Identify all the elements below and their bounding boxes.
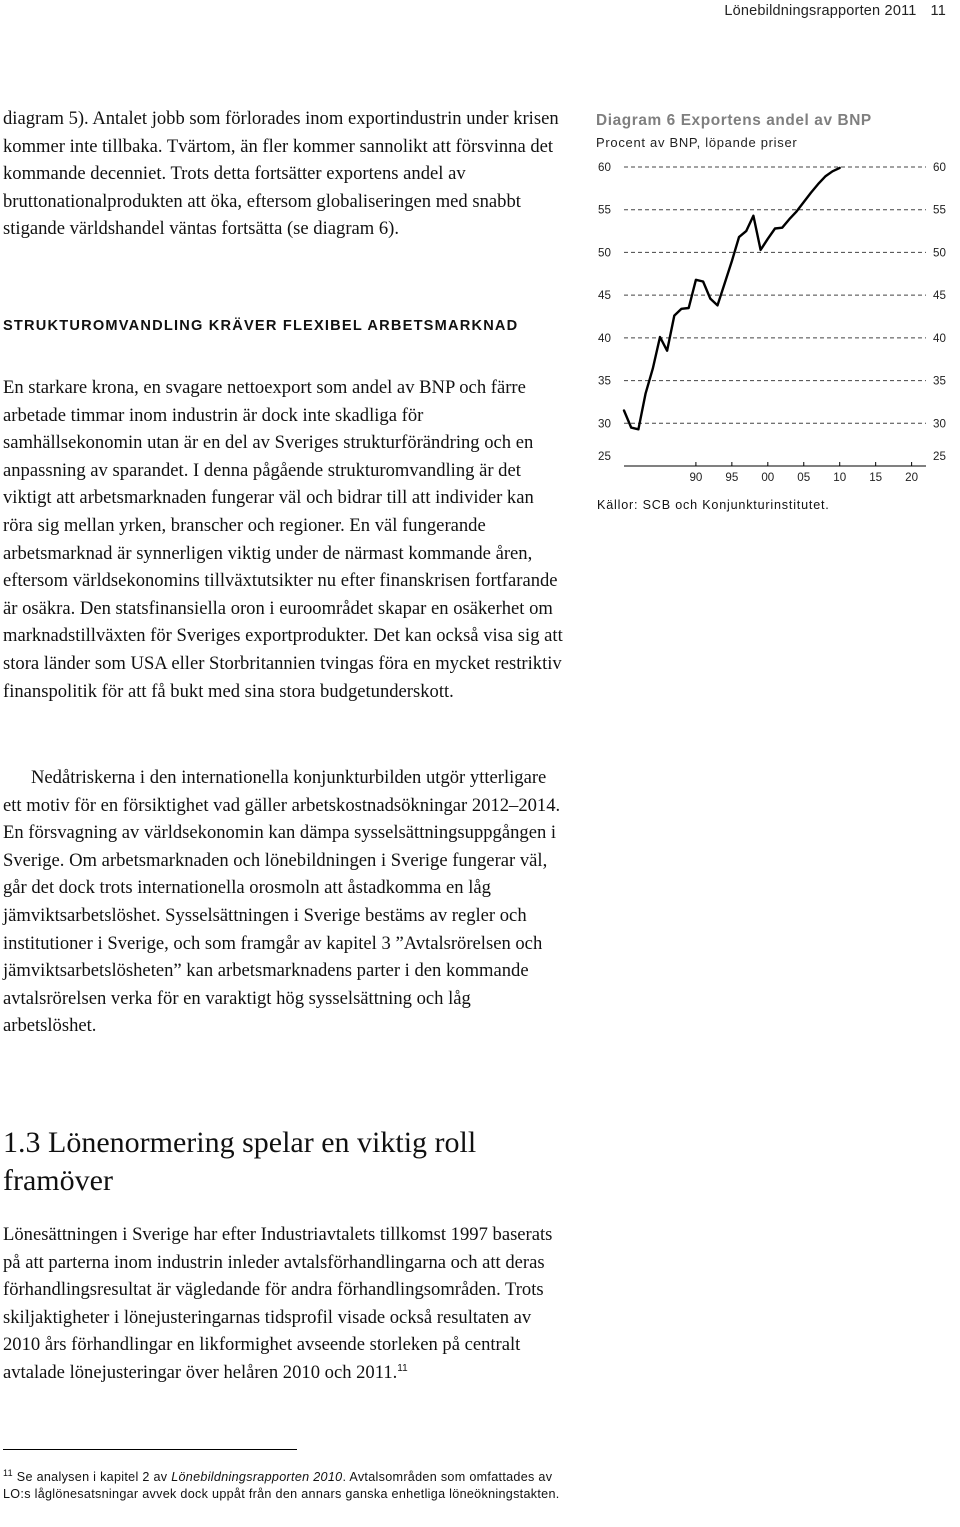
y-tick-label-left: 40: [598, 331, 611, 345]
x-tick-label: 20: [905, 471, 919, 484]
section-heading: STRUKTUROMVANDLING KRÄVER FLEXIBEL ARBETSMARKNAD: [3, 318, 519, 334]
footnote-number: 11: [3, 1467, 13, 1478]
y-tick-label-left: 35: [598, 374, 611, 388]
chart-series: [624, 168, 840, 429]
chart-gridlines: [624, 167, 926, 423]
y-tick-label-left: 60: [598, 161, 611, 174]
chart-source: Källor: SCB och Konjunkturinstitutet.: [597, 498, 830, 512]
y-tick-label-left: 55: [598, 203, 611, 217]
publication-title: Lönebildningsrapporten 2011: [724, 3, 917, 19]
page-header: [724, 3, 946, 19]
y-tick-label-right: 35: [933, 374, 946, 388]
y-tick-label-right: 30: [933, 417, 946, 431]
footnote: [3, 1469, 563, 1503]
footnote-divider: [3, 1449, 297, 1450]
y-tick-label-left: 30: [598, 417, 611, 431]
chart-title: Diagram 6 Exportens andel av BNP: [596, 112, 872, 129]
footnote-text-after: . Avtalsområden som omfattades av LO:s låglönesatsningar avvek dock uppåt från den annars ganska enhetliga löneökningstakten.: [3, 1470, 560, 1501]
chart-y-axis: [598, 161, 946, 463]
y-tick-label-right: 25: [933, 450, 946, 463]
x-tick-label: 15: [869, 471, 883, 484]
y-tick-label-right: 55: [933, 203, 946, 217]
x-tick-label: 10: [833, 471, 847, 484]
chapter-heading: 1.3 Lönenormering spelar en viktig roll framöver: [3, 1126, 477, 1197]
series-line: [624, 168, 840, 429]
body-paragraph-2: Nedåtriskerna i den internationella konjunkturbilden utgör ytterligare ett motiv för en försiktighet vad gäller arbetskostnadsökningar 2012–2014. En försvagning av världsekonomin kan dämpa sysselsättningsuppgången i Sverige. Om arbetsmarknaden och lönebildningen i Sverige fungerar väl, går det dock trots internationella orosmoln att åstadkomma en låg jämviktsarbetslöshet. Sysselsättningen i Sverige bestäms av regler och institutioner i Sverige, och som framgår av kapitel 3 ”Avtalsrörelsen och jämviktsarbetslösheten” kan arbetsmarknadens parter i den kommande avtalsrörelsen verka för en varaktigt hög sysselsättning och låg arbetslöshet.: [3, 767, 561, 1037]
page-number: 11: [930, 3, 946, 19]
x-tick-label: 00: [761, 471, 775, 484]
x-tick-label: 95: [725, 471, 739, 484]
chart-subtitle: Procent av BNP, löpande priser: [596, 135, 798, 150]
y-tick-label-left: 25: [598, 450, 611, 463]
intro-paragraph: diagram 5). Antalet jobb som förlorades inom exportindustrin under krisen kommer inte tillbaka. Tvärtom, än fler kommer sannolikt att försvinna det kommande decenniet. Trots detta fortsätter exportens andel av bruttonationalprodukten att öka, eftersom globaliseringen med snabbt stigande världshandel väntas fortsätta (se diagram 6).: [3, 108, 559, 240]
footnote-text-before: Se analysen i kapitel 2 av: [16, 1470, 172, 1484]
y-tick-label-right: 45: [933, 289, 946, 303]
y-tick-label-right: 40: [933, 331, 946, 345]
x-tick-label: 05: [797, 471, 811, 484]
footnote-reference[interactable]: 11: [397, 1362, 408, 1374]
chart-canvas: [590, 108, 960, 528]
body-paragraph-1: En starkare krona, en svagare nettoexport som andel av BNP och färre arbetade timmar inom industrin är dock inte skadliga för samhällsekonomin utan är en del av Sveriges strukturförändring och en anpassning av sparandet. I denna pågående strukturomvandling är det viktigt att arbetsmarknaden fungerar väl och bidrar till att individer kan röra sig mellan yrken, branscher och regioner. En väl fungerande arbetsmarknad är synnerligen viktig under de närmast kommande åren, eftersom världsekonomins tillväxtutsikter nu efter finanskrisen fortfarande är osäkra. Den statsfinansiella oron i euroområdet skapar en osäkerhet om marknadstillväxten för Sveriges exportprodukter. Det kan också visa sig att stora länder som USA eller Storbritannien tvingas föra en mycket restriktiv finanspolitik för att få bukt med sina stora budgetunderskott.: [3, 377, 563, 702]
y-tick-label-left: 50: [598, 246, 611, 260]
chart-x-axis: [624, 462, 926, 484]
export-share-chart: [590, 108, 960, 528]
x-tick-label: 90: [689, 471, 703, 484]
y-tick-label-right: 50: [933, 246, 946, 260]
y-tick-label-right: 60: [933, 161, 946, 174]
chapter-paragraph-text: Lönesättningen i Sverige har efter Industriavtalets tillkomst 1997 baserats på att parterna inom industrin inleder avtalsförhandlingarna och att deras förhandlingsresultat är vägledande för andra förhandlingsområden. Trots skiljaktigheter i lönejusteringarnas tidsprofil visade också resultaten av 2010 års förhandlingar en likformighet avseende storleken på centralt avtalade lönejusteringar över helåren 2010 och 2011.: [3, 1224, 553, 1383]
footnote-italic-title: Lönebildningsrapporten 2010: [171, 1470, 343, 1484]
y-tick-label-left: 45: [598, 289, 611, 303]
chapter-paragraph: [3, 1221, 565, 1387]
